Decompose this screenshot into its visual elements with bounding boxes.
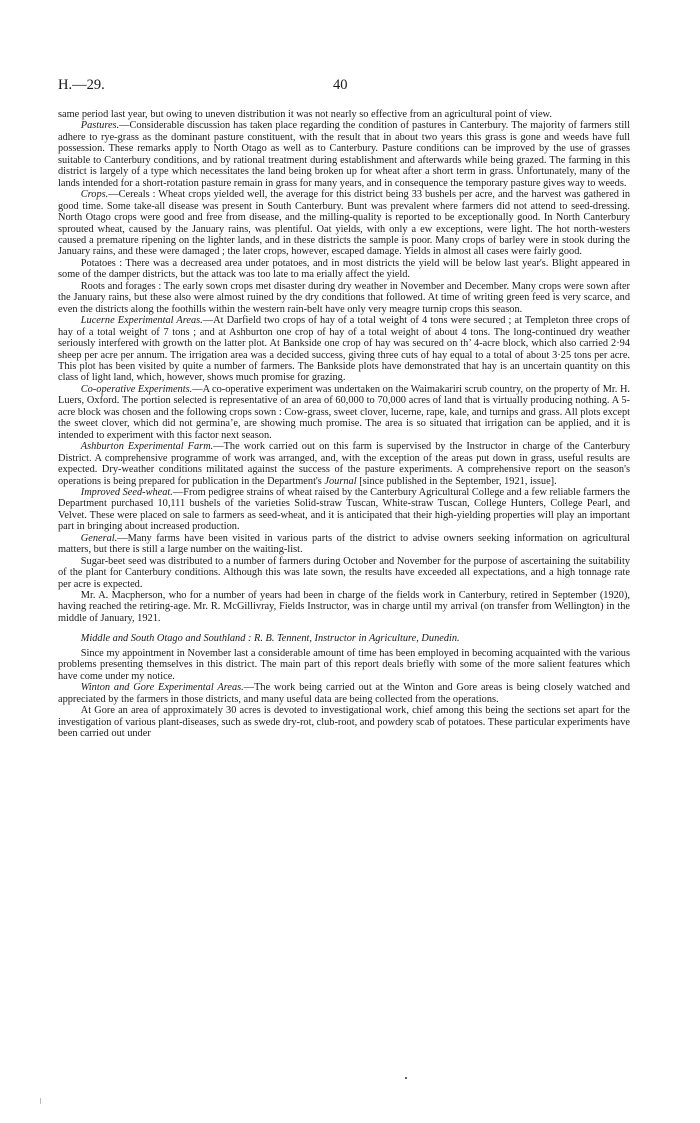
body-text <box>58 109 630 739</box>
print-speck <box>405 1077 407 1079</box>
paragraph-general: General.—Many farms have been visited in various parts of the district to advise owners seeking information on agricultural matters, but there is still a large number on the waiting-list. <box>58 532 630 556</box>
page-header <box>58 77 630 97</box>
subheading: Winton and Gore Experimental Areas. <box>80 682 244 694</box>
paragraph-crops: Crops.—Cereals : Wheat crops yielded well, the average for this district being 33 bushels per acre, and the harvest was gathered in good time. Some take-all disease was present in South Canterbury. Bunt was prevalent where farmers did not attend to seed-dressing. North Otago crops were good and free from disease, and the milling-quality is reported to be exceptionally good. In North Canterbury sprouted wheat, caused by the January rains, was plentiful. Oat yields, with only a ew exceptions, were light. The hot north-westers caused a premature ripening on the lighter lands, and in these districts the sample is poor. Many crops of barley were in stook during the January rains, and these were damaged ; the later crops, however, escaped damage. Yields in almost all cases were fairly good. <box>58 189 630 258</box>
section-heading: Middle and South Otago and Southland : R. B. Tennent, Instructor in Agriculture, Dunedin. <box>80 633 460 645</box>
paragraph-winton-gore: Winton and Gore Experimental Areas.—The work being carried out at the Winton and Gore areas is being closely watched and appreciated by the farmers in those districts, and many useful data are being collected from the operations. <box>58 682 630 705</box>
paragraph-staff: Mr. A. Macpherson, who for a number of years had been in charge of the fields work in Canterbury, retired in September (1920), having reached the retiring-age. Mr. R. McGillivray, Fields Instructor, was in charge until my arrival (on transfer from Wellington) in the middle of January, 1921. <box>58 590 630 624</box>
paragraph-gore: At Gore an area of approximately 30 acres is devoted to investigational work, chief among this being the sections set apart for the investigation of various plant-diseases, such as swede dry-rot, club-root, and powdery scab of potatoes. These particular experiments have been carried out under <box>58 705 630 740</box>
paragraph-appointment: Since my appointment in November last a considerable amount of time has been employed in becoming acquainted with the various problems presenting themselves in this district. The main part of this report deals briefly with some of the more salient features which have come under my notice. <box>58 647 630 682</box>
paragraph-lucerne: Lucerne Experimental Areas.—At Darfield two crops of hay of a total weight of 4 tons were secured ; at Templeton three crops of hay of a total weight of 7 tons ; and at Ashburton one crop of hay of a total weight of about 4 tons. The long-continued dry weather seriously interfered with growth on the latter plot. At Bankside one crop of hay was secured on th’ 4-acre block, which also carried 2·94 sheep per acre per annum. The irrigation area was a decided success, giving three cuts of hay equal to a total of about 3·25 tons per acre. This plot has been visited by quite a number of farmers. The Bankside plots have demonstrated that hay is an uncertain quantity on this class of light land, which, however, shows much promise for grazing. <box>58 315 630 384</box>
paragraph-pastures: Pastures.—Considerable discussion has taken place regarding the condition of pastures in Canterbury. The majority of farmers still adhere to rye-grass as the dominant pasture constituent, with the result that in about two years this grass is gone and weeds have full possession. These remarks apply to North Otago as well as to Canterbury. Pasture conditions can be improved by the use of grasses suitable to Canterbury conditions, and by rational treatment during establishment and afterwards while being grazed. The farming in this district is largely of a type which necessitates the land being broken up for wheat after a short term in grass. Unfortunately, many of the lands intended for a short-rotation pasture remain in grass for many years, and in consequence the temporary pasture gives way to weeds. <box>58 120 630 189</box>
paragraph-ashburton: Ashburton Experimental Farm.—The work carried out on this farm is supervised by the Instructor in charge of the Canterbury District. A comprehensive programme of work was arranged, and, with the exception of the areas put down in grass, useful results are expected. Dry-weather conditions militated against the success of the pasture experiments. A comprehensive report on the season's operations is being prepared for publication in the Department's Journal [since published in the September, 1921, issue]. <box>58 441 630 487</box>
subheading: Crops. <box>80 189 109 201</box>
paragraph-continued: same period last year, but owing to uneven distribution it was not nearly so effective from an agricultural point of view. <box>58 109 552 120</box>
subheading: Pastures. <box>80 120 120 132</box>
subheading: Lucerne Experimental Areas. <box>80 315 203 327</box>
subheading: Improved Seed-wheat. <box>80 486 173 498</box>
document-reference: H.—29. <box>58 77 105 93</box>
paragraph-seed-wheat: Improved Seed-wheat.—From pedigree strains of wheat raised by the Canterbury Agricultural College and a few reliable farmers the Department purchased 10,111 bushels of the varieties Solid-straw Tuscan, White-straw Tuscan, College Hunters, College Pearl, and Velvet. These were placed on sale to farmers as seed-wheat, and it is anticipated that their high-yielding properties will play an important part in bringing about increased production. <box>58 486 630 533</box>
paragraph-roots: Roots and forages : The early sown crops met disaster during dry weather in November and December. Many crops were sown after the January rains, but these also were almost ruined by the dry conditions that followed. At time of writing green feed is very scarce, and even the districts along the foothills within the western rain-belt have only very meagre turnip crops this season. <box>58 280 630 315</box>
margin-mark <box>40 1098 41 1104</box>
subheading: Co-operative Experiments. <box>80 383 193 395</box>
paragraph-sugar-beet: Sugar-beet seed was distributed to a number of farmers during October and November for the purpose of ascertaining the suitability of the plant for Canterbury conditions. Although this was late sown, the results have exceeded all expectations, and a high tonnage rate per acre is expected. <box>58 555 630 590</box>
paragraph-cooperative: Co-operative Experiments.—A co-operative experiment was undertaken on the Waimakariri scrub country, on the property of Mr. H. Luers, Oxford. The portion selected is representative of an area of 60,000 to 70,000 acres of land that is virtually producing nothing. A 5-acre block was chosen and the following crops sown : Cow-grass, sweet clover, lucerne, rape, kale, and turnips and grass. All plots except the sweet clover, which did not germina’e, are showing much promise. The area is so situated that irrigation can be applied, and it is intended to experiment with this factor next season. <box>58 383 630 441</box>
paragraph-potatoes: Potatoes : There was a decreased area under potatoes, and in most districts the yield will be below last year's. Blight appeared in some of the damper districts, but the attack was too late to ma erially affect the yield. <box>58 257 630 281</box>
page-number: 40 <box>333 77 348 93</box>
subheading: General. <box>80 532 118 544</box>
subheading: Ashburton Experimental Farm. <box>80 441 214 453</box>
